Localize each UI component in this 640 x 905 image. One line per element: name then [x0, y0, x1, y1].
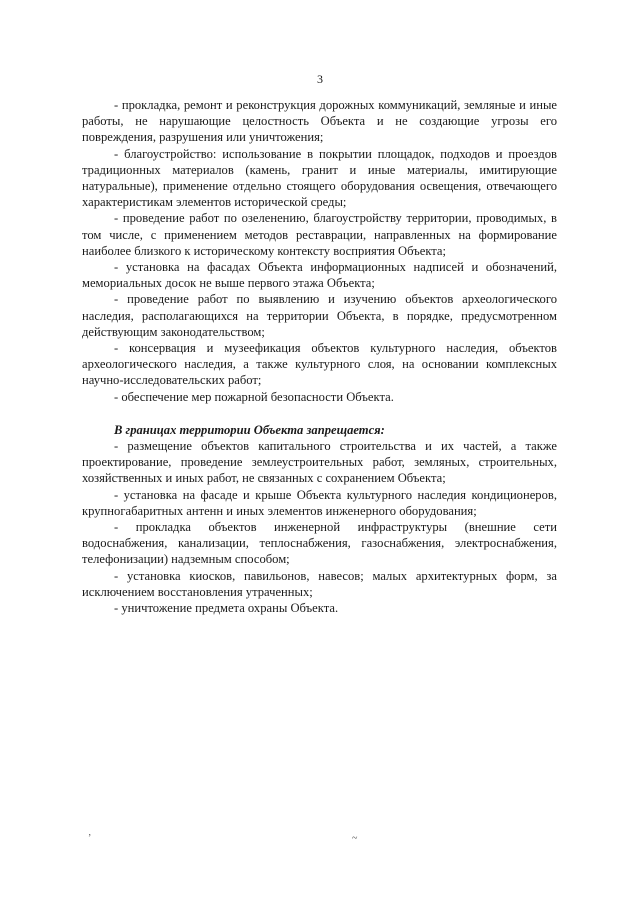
paragraph-protection-subject: - уничтожение предмета охраны Объекта.	[114, 601, 339, 616]
paragraph-road-works: - прокладка, ремонт и реконструкция дорожных коммуникаций, земляные и иные работы, не нарушающие целостность Объекта и не создающие угрозы его повреждения, разрушения или уничтожения;	[82, 98, 557, 145]
paragraph-greening: - проведение работ по озеленению, благоустройству территории, проводимых, в том числе, с применением методов реставрации, направленных на формирование наиболее близкого к историческому контексту восприятия Объекта;	[82, 211, 557, 258]
paragraph-signage: - установка на фасадах Объекта информационных надписей и обозначений, мемориальных досок не выше первого этажа Объекта;	[82, 260, 557, 291]
paragraph-fire-safety: - обеспечение мер пожарной безопасности Объекта.	[114, 389, 394, 404]
page-number: 3	[317, 72, 323, 86]
paragraph-equipment: - установка на фасаде и крыше Объекта культурного наследия кондиционеров, крупногабаритных антенн и иных элементов инженерного оборудования;	[82, 487, 557, 518]
paragraph-kiosks: - установка киосков, павильонов, навесов; малых архитектурных форм, за исключением восстановления утраченных;	[82, 568, 557, 599]
paragraph-utilities: - прокладка объектов инженерной инфраструктуры (внешние сети водоснабжения, канализации, теплоснабжения, газоснабжения, электроснабжения, телефонизации) надземным способом;	[82, 520, 557, 567]
section-heading-prohibited: В границах территории Объекта запрещается:	[114, 422, 385, 437]
paragraph-conservation: - консервация и музеефикация объектов культурного наследия, объектов археологического наследия, а также культурного слоя, на основании комплексных научно-исследовательских работ;	[82, 341, 557, 388]
scan-mark: ʼ	[88, 833, 92, 844]
paragraph-archaeology: - проведение работ по выявлению и изучению объектов археологического наследия, располагающихся на территории Объекта, в порядке, предусмотренном действующим законодательством;	[82, 292, 557, 339]
paragraph-construction: - размещение объектов капитального строительства и их частей, а также проектирование, проведение землеустроительных работ, земляных, строительных, хозяйственных и иных работ, не связанных с сохранением Объекта;	[82, 439, 557, 486]
document-body	[82, 97, 557, 616]
paragraph-landscaping: - благоустройство: использование в покрытии площадок, подходов и проездов традиционных материалов (камень, гранит и иные материалы, имитирующие натуральные), применение отдельно стоящего оборудования освещения, отвечающего характеристикам элементов исторической среды;	[82, 146, 557, 210]
scan-mark: ~	[352, 833, 358, 844]
